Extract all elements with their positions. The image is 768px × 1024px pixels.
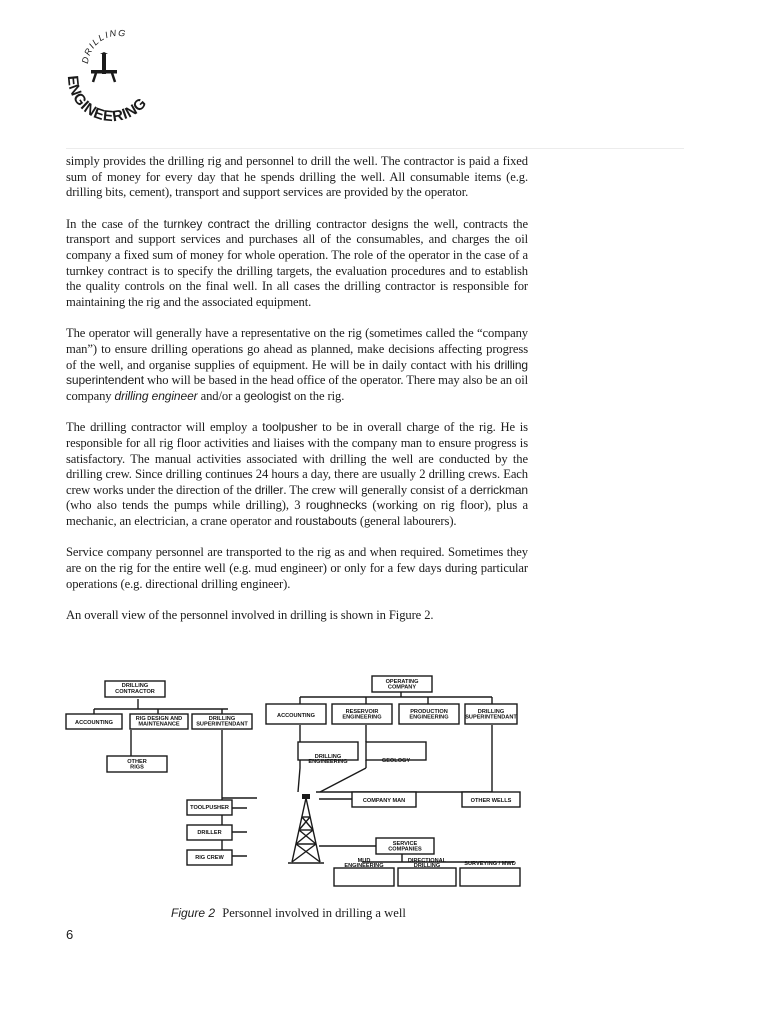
term-geologist: geologist (243, 388, 291, 403)
label-drilling-superintendant-left: DRILLING SUPERINTENDANT (196, 716, 248, 728)
text-span: the drilling contractor designs the well, contracts the transport and support services and purchases all of the consumables, and charges the oil company a fixed sum of money for whole operation. The role of the operator in the case of a turnkey contract is to specify the drilling targets, the evaluation procedures and to establish the quality controls on the final well. In all cases the drilling contractor is responsible for maintaining the rig and the associated equipment. (66, 216, 528, 309)
text-span: The operator will generally have a representative on the rig (sometimes called the “company man”) to ensure drilling operations go ahead as planned, make decisions affecting progress of the well, and organise supplies of equipment. He will be in daily contact with his (66, 326, 528, 372)
figure-label: Figure 2 (171, 906, 216, 920)
text-span: (working on rig floor), plus a mechanic, an electrician, a crane operator and (66, 498, 528, 528)
text-span: An overall view of the personnel involved in drilling is shown in Figure 2. (66, 608, 434, 623)
logo-graphic (58, 24, 166, 136)
figure-caption (171, 906, 406, 921)
box-mud-engineering (334, 868, 394, 886)
text-span: In the case of the (66, 216, 164, 231)
label-accounting-left: ACCOUNTING (75, 720, 113, 726)
label-geology: GEOLOGY (381, 758, 411, 764)
label-rig-crew: RIG CREW (195, 855, 224, 861)
label-service-companies: SERVICE COMPANIES (388, 841, 422, 853)
label-rig-design: RIG DESIGN AND MAINTENANCE (135, 716, 183, 728)
label-other-rigs: OTHER RIGS (127, 759, 147, 771)
personnel-org-chart (60, 672, 540, 892)
label-drilling-superintendant-right: DRILLING SUPERINTENDANT (465, 709, 517, 721)
text-span: . The crew will generally consist of a (283, 482, 470, 497)
box-directional-drilling (398, 868, 456, 886)
text-span: on the rig. (290, 388, 345, 403)
text-span: and/or a (197, 388, 244, 403)
label-drilling-contractor: DRILLING CONTRACTOR (115, 683, 155, 695)
term-driller: driller (254, 482, 284, 497)
header-divider (66, 148, 684, 149)
paragraph-service-company (66, 545, 528, 592)
term-derrickman: derrickman (469, 482, 529, 497)
text-span: simply provides the drilling rig and personnel to drill the well. The contractor is paid a fixed sum of money for every day that he spends drilling the well. All consumable items (e.g. drilling bits, cement), transport and support services are provided by the operator. (66, 154, 528, 200)
paragraph-turnkey (66, 217, 528, 311)
paragraph-toolpusher (66, 420, 528, 529)
body-text (66, 154, 528, 624)
label-drilling-engineering: DRILLING ENGINEERING (308, 754, 348, 765)
drilling-rig-icon (288, 794, 324, 863)
label-accounting-right: ACCOUNTING (277, 713, 315, 719)
label-operating-company: OPERATING COMPANY (385, 679, 419, 691)
page-number: 6 (66, 927, 74, 942)
paragraph-figure-intro (66, 608, 528, 624)
paragraph-contract-terms (66, 154, 528, 201)
term-roustabouts: roustabouts (295, 513, 357, 528)
text-span: (general labourers). (356, 513, 457, 528)
label-surveying-mwd: SURVEYING / MWD (464, 861, 516, 867)
text-span: The drilling contractor will employ a (66, 420, 263, 435)
box-surveying-mwd (460, 868, 520, 886)
logo-bottom-text: ENGINEERING (63, 74, 151, 126)
paragraph-company-man (66, 326, 528, 404)
derrick-icon (91, 52, 117, 82)
label-reservoir-engineering: RESERVOIR ENGINEERING (342, 709, 382, 721)
text-span: Service company personnel are transported to the rig as and when required. Sometimes they are on the rig for the entire well (e.g. mud engineer) or only for a few days during particular operations (e.g. directional drilling engineer). (66, 545, 528, 591)
label-production-engineering: PRODUCTION ENGINEERING (409, 709, 449, 721)
term-roughnecks: roughnecks (305, 498, 367, 513)
label-driller: DRILLER (197, 830, 222, 836)
text-span: who will be based in the head office of the operator. There may also be an oil company (66, 373, 529, 403)
term-turnkey-contract: turnkey contract (163, 216, 250, 231)
label-mud-engineering: MUD ENGINEERING (344, 858, 384, 869)
term-drilling-superintendent: drilling superintendent (66, 357, 528, 388)
text-span: (who also tends the pumps while drilling), 3 (66, 498, 306, 513)
org-chart-svg (60, 672, 540, 892)
logo-arc-text: DRILLING (79, 27, 128, 65)
label-directional-drilling: DIRECTIONAL DRILLING (407, 858, 447, 869)
term-toolpusher: toolpusher (262, 420, 318, 435)
label-other-wells: OTHER WELLS (470, 798, 512, 804)
text-span: to be in overall charge of the rig. He is responsible for all rig floor activities and liaises with the company man to ensure progress is satisfactory. The manual activities associated with drilling the well are conducted by the drilling crew. Since drilling continues 24 hours a day, there are usually 2 drilling crews. Each crew works under the direction of the (66, 420, 528, 497)
figure-caption-text: Personnel involved in drilling a well (222, 906, 406, 920)
drilling-engineering-logo (58, 24, 166, 136)
label-toolpusher: TOOLPUSHER (190, 805, 229, 811)
label-company-man: COMPANY MAN (362, 798, 406, 804)
term-drilling-engineer: drilling engineer (114, 388, 198, 403)
